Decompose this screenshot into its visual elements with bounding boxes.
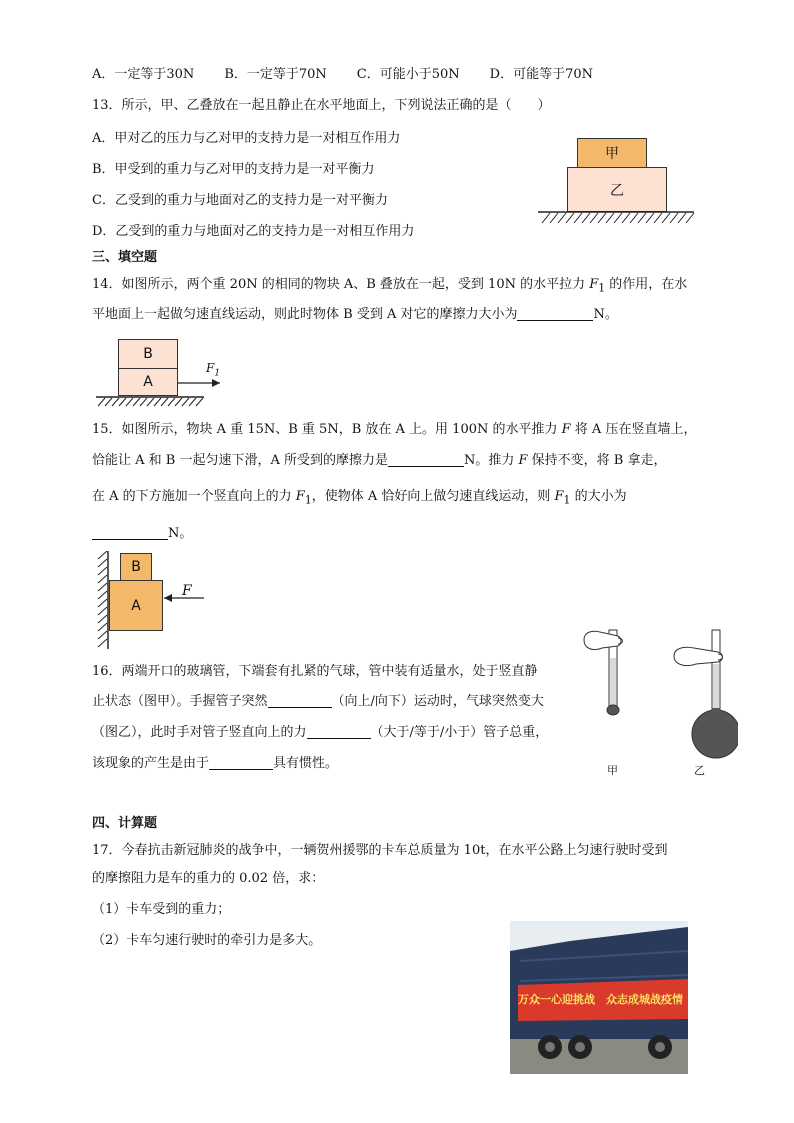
q15-line3: 在 A 的下方施加一个竖直向上的力 $F_1$，使物体 A 恰好向上做匀速直线运动，则 $F_1$ 的大小为 (92, 489, 627, 507)
q17-line1: 17．今春抗击新冠肺炎的战争中，一辆贺州援鄂的卡车总质量为 10t，在水平公路上匀速行驶时受到 (92, 843, 668, 858)
q16-answer-blank-3[interactable] (209, 755, 273, 770)
q16-answer-blank-1[interactable] (268, 693, 332, 708)
q15-figure (96, 551, 216, 651)
q14-line2 (92, 306, 618, 324)
q16-figure (578, 622, 738, 782)
block-a: A (109, 580, 163, 631)
q16-tubes-diagram (578, 622, 738, 772)
q14-fig-force: $F_1$ (206, 361, 221, 379)
q15-answer-blank-2[interactable] (92, 525, 168, 540)
q16-line2: 止状态（图甲）。手握管子突然 （向上/向下）运动时，气球突然变大 (92, 694, 544, 709)
q14-force-sub: 1 (598, 281, 606, 295)
q12-options (92, 66, 593, 84)
truck-photo (510, 921, 688, 1074)
label-jia: 甲 (607, 764, 618, 777)
q14-line1 (92, 276, 687, 298)
q13-option-b: B．甲受到的重力与乙对甲的支持力是一对平衡力 (92, 162, 375, 177)
block-b: B (120, 553, 152, 581)
q12-option-a: A．一定等于30N (92, 67, 195, 82)
q13-stem: 13．所示，甲、乙叠放在一起且静止在水平地面上，下列说法正确的是（ ） (92, 98, 551, 113)
q17-sub2: （2）卡车匀速行驶时的牵引力是多大。 (92, 933, 322, 948)
q15-answer-blank-1[interactable] (388, 452, 464, 467)
q16-line4: 该现象的产生是由于 具有惯性。 (92, 756, 339, 771)
q14-answer-blank[interactable] (517, 306, 593, 321)
truck-banner-text: 万众一心迎挑战 众志成城战疫情 (518, 993, 683, 1006)
block-a: A (118, 368, 178, 396)
q16-line3: （图乙），此时手对管子竖直向上的力 （大于/等于/小于）管子总重， (92, 725, 549, 740)
q14-force: F (589, 277, 599, 292)
q16-line1: 16．两端开口的玻璃管，下端套有扎紧的气球，管中装有适量水，处于竖直静 (92, 664, 538, 679)
q15-line1: 15．如图所示，物块 A 重 15N、B 重 5N，B 放在 A 上。用 100N 的水平推力 F 将 A 压在竖直墙上， (92, 422, 697, 437)
q14-text-1a: 14．如图所示，两个重 20N 的相同的物块 A、B 叠放在一起，受到 10N 的水平拉力 (92, 277, 590, 292)
block-jia: 甲 (577, 138, 647, 168)
q14-figure (96, 339, 236, 407)
q14-text-2b: N。 (593, 307, 618, 322)
block-yi: 乙 (567, 167, 667, 212)
q13-option-a: A．甲对乙的压力与乙对甲的支持力是一对相互作用力 (92, 131, 401, 146)
q14-text-2a: 平地面上一起做匀速直线运动，则此时物体 B 受到 A 对它的摩擦力大小为 (92, 307, 518, 322)
q17-line2: 的摩擦阻力是车的重力的 0.02 倍，求： (92, 871, 325, 886)
q13-option-c: C．乙受到的重力与地面对乙的支持力是一对平衡力 (92, 193, 388, 208)
q13-figure (536, 138, 696, 224)
q17-sub1: （1）卡车受到的重力； (92, 902, 231, 917)
q12-option-d: D．可能等于70N (489, 67, 594, 82)
section-fill-blank: 三、填空题 (92, 250, 158, 265)
q15-fig-force: F (182, 583, 192, 599)
q13-option-d: D．乙受到的重力与地面对乙的支持力是一对相互作用力 (92, 224, 415, 239)
q12-option-c: C．可能小于50N (356, 67, 460, 82)
block-b: B (118, 339, 178, 369)
label-yi: 乙 (694, 764, 705, 777)
q16-answer-blank-2[interactable] (307, 724, 371, 739)
section-calculation: 四、计算题 (92, 816, 158, 831)
q15-line2: 恰能让 A 和 B 一起匀速下滑，A 所受到的摩擦力是 N。推力 F 保持不变，将 B 拿走， (92, 453, 667, 468)
q15-line4: N。 (92, 525, 192, 543)
q14-text-1b: 的作用，在水 (605, 277, 688, 292)
ground-hatching (536, 211, 696, 224)
q12-option-b: B．一定等于70N (224, 67, 327, 82)
